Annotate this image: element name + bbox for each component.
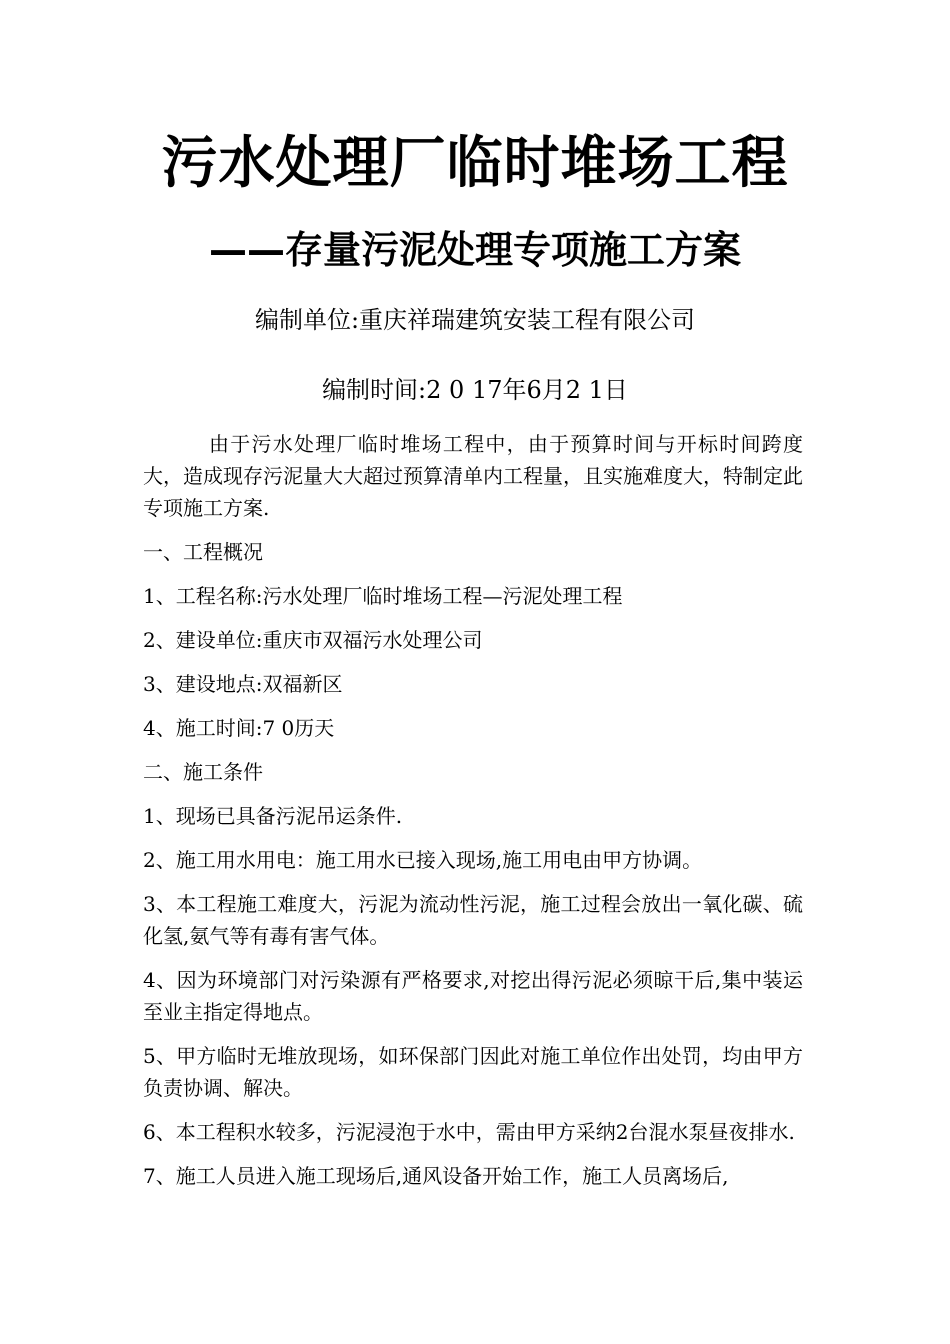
document-title: 污水处理厂临时堆场工程 xyxy=(161,131,789,196)
condition-item-5: 5、甲方临时无堆放现场，如环保部门因此对施工单位作出处罚，均由甲方负责协调、解决。 xyxy=(143,1044,803,1100)
overview-item-duration: 4、施工时间:7 0历天 xyxy=(143,716,335,740)
condition-item-3: 3、本工程施工难度大，污泥为流动性污泥，施工过程会放出一氧化碳、硫化氢,氨气等有毒有害气体。 xyxy=(143,892,803,948)
compiling-unit: 编制单位:重庆祥瑞建筑安装工程有限公司 xyxy=(254,306,696,334)
condition-item-2: 2、施工用水用电：施工用水已接入现场,施工用电由甲方协调。 xyxy=(143,848,703,872)
section-heading-overview: 一、工程概况 xyxy=(143,540,263,564)
condition-item-4: 4、因为环境部门对污染源有严格要求,对挖出得污泥必须晾干后,集中装运至业主指定得地点。 xyxy=(143,968,803,1024)
document-body xyxy=(143,428,803,1204)
intro-paragraph: 由于污水处理厂临时堆场工程中，由于预算时间与开标时间跨度大，造成现存污泥量大大超过预算清单内工程量，且实施难度大，特制定此专项施工方案. xyxy=(143,432,803,520)
overview-item-name: 1、工程名称:污水处理厂临时堆场工程—污泥处理工程 xyxy=(143,584,623,608)
condition-item-1: 1、现场已具备污泥吊运条件. xyxy=(143,804,403,828)
condition-item-7: 7、施工人员进入施工现场后,通风设备开始工作，施工人员离场后, xyxy=(143,1164,729,1188)
section-heading-conditions: 二、施工条件 xyxy=(143,760,263,784)
overview-item-owner: 2、建设单位:重庆市双福污水处理公司 xyxy=(143,628,483,652)
overview-item-location: 3、建设地点:双福新区 xyxy=(143,672,343,696)
document-subtitle: ——存量污泥处理专项施工方案 xyxy=(208,228,741,272)
condition-item-6: 6、本工程积水较多，污泥浸泡于水中，需由甲方采纳2台混水泵昼夜排水. xyxy=(143,1120,795,1144)
compiling-date: 编制时间:2 0 17年6月2 1日 xyxy=(322,376,628,404)
